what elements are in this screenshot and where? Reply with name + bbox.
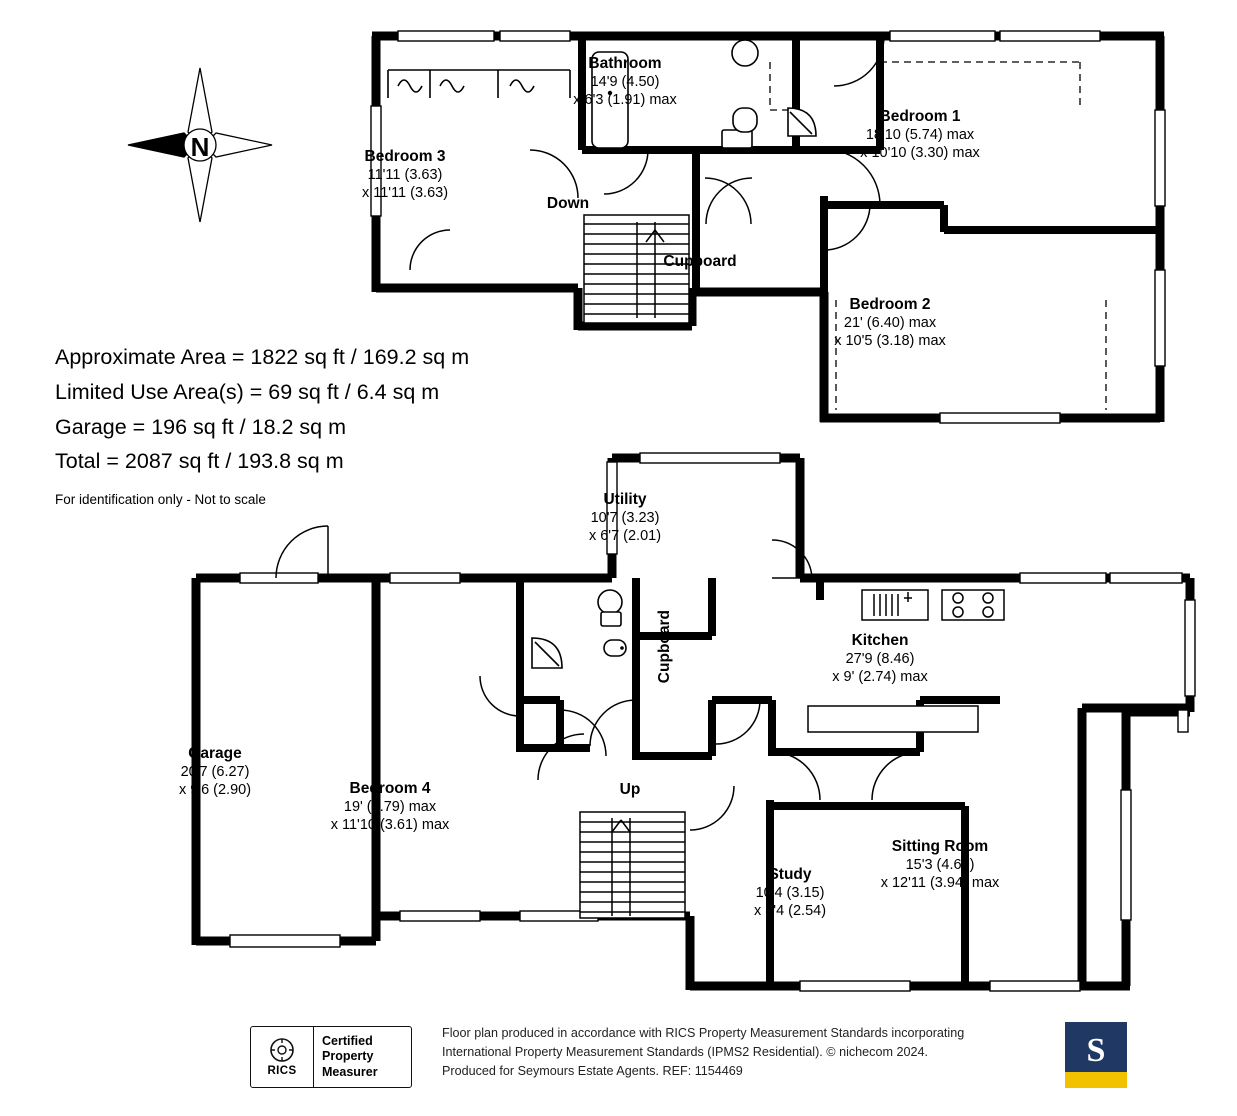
room-name: Bedroom 1 <box>879 108 961 125</box>
room-dimension-1: 11'11 (3.63) <box>367 166 443 183</box>
limited-use-area: Limited Use Area(s) = 69 sq ft / 6.4 sq m <box>55 379 440 404</box>
room-dimension-2: x 9'6 (2.90) <box>178 781 252 798</box>
room-name: Bedroom 2 <box>849 296 931 313</box>
total-area: Total = 2087 sq ft / 193.8 sq m <box>55 449 344 474</box>
room-label <box>320 148 490 202</box>
agent-logo <box>1065 1022 1127 1088</box>
rics-seal <box>251 1027 314 1087</box>
room-label <box>845 838 1035 892</box>
rics-seal-icon <box>267 1037 297 1065</box>
plan-text-label <box>656 610 675 683</box>
footer-note-line-1: Floor plan produced in accordance with RICS Property Measurement Standards incorporating <box>442 1026 965 1040</box>
footer-note-line-2: International Property Measurement Standards (IPMS2 Residential). © nichecom 2024. <box>442 1045 928 1060</box>
room-dimension-1: 21' (6.40) max <box>843 314 937 331</box>
room-dimension-1: 20'7 (6.27) <box>180 763 250 780</box>
rics-line-2: Property <box>322 1049 374 1064</box>
room-dimension-1: 27'9 (8.46) <box>845 650 915 667</box>
rics-line-3: Measurer <box>322 1064 378 1079</box>
room-dimension-1: 10'7 (3.23) <box>590 509 660 526</box>
room-name: Kitchen <box>851 632 909 649</box>
room-dimension-1: 14'9 (4.50) <box>590 73 660 90</box>
room-label <box>140 745 290 799</box>
rics-badge-text <box>314 1034 378 1080</box>
compass-north-label: N <box>190 132 210 162</box>
agent-logo-letter: S <box>1086 1032 1106 1069</box>
plan-text: Up <box>619 781 641 798</box>
room-dimension-1: 10'4 (3.15) <box>755 884 825 901</box>
plan-text-label <box>630 253 770 272</box>
room-name: Bedroom 3 <box>364 148 446 165</box>
room-dimension-2: x 8'4 (2.54) <box>753 902 827 919</box>
compass-rose <box>120 60 280 230</box>
room-label <box>790 296 990 350</box>
room-label <box>545 55 705 109</box>
room-name: Study <box>768 866 812 883</box>
room-label <box>785 632 975 686</box>
rics-certified-badge <box>250 1026 412 1088</box>
room-name: Bedroom 4 <box>349 780 431 797</box>
room-dimension-2: x 9' (2.74) max <box>832 668 928 685</box>
room-dimension-2: x 11'11 (3.63) <box>361 184 449 201</box>
room-name: Utility <box>603 491 647 508</box>
room-dimension-1: 15'3 (4.65) <box>905 856 975 873</box>
room-name: Sitting Room <box>891 838 989 855</box>
rics-line-1: Certified <box>322 1034 373 1049</box>
room-label <box>820 108 1020 162</box>
room-label <box>295 780 485 834</box>
plan-text-label <box>523 195 613 214</box>
footer-note <box>442 1024 1082 1081</box>
room-name: Garage <box>188 745 242 762</box>
plan-text: Cupboard <box>663 253 737 270</box>
room-label <box>720 866 860 920</box>
room-dimension-2: x 6'3 (1.91) max <box>573 91 677 108</box>
room-dimension-1: 19' (5.79) max <box>343 798 437 815</box>
footer <box>250 1020 1230 1092</box>
room-dimension-2: x 11'10 (3.61) max <box>330 816 450 833</box>
garage-area: Garage = 196 sq ft / 18.2 sq m <box>55 414 347 439</box>
plan-text-label <box>595 781 665 800</box>
room-dimension-1: 18'10 (5.74) max <box>865 126 975 143</box>
room-dimension-2: x 12'11 (3.94) max <box>880 874 1000 891</box>
rics-seal-label: RICS <box>267 1065 297 1077</box>
room-dimension-2: x 6'7 (2.01) <box>588 527 662 544</box>
plan-text: Cupboard <box>656 610 673 684</box>
room-name: Bathroom <box>588 55 662 72</box>
room-dimension-2: x 10'5 (3.18) max <box>834 332 946 349</box>
area-summary <box>55 340 615 511</box>
approximate-area: Approximate Area = 1822 sq ft / 169.2 sq m <box>55 345 470 369</box>
plan-text: Down <box>546 195 590 212</box>
footer-note-line-3: Produced for Seymours Estate Agents. REF: 1154469 <box>442 1064 743 1079</box>
room-dimension-2: x 10'10 (3.30) max <box>860 144 980 161</box>
disclaimer-text: For identification only - Not to scale <box>55 492 266 508</box>
